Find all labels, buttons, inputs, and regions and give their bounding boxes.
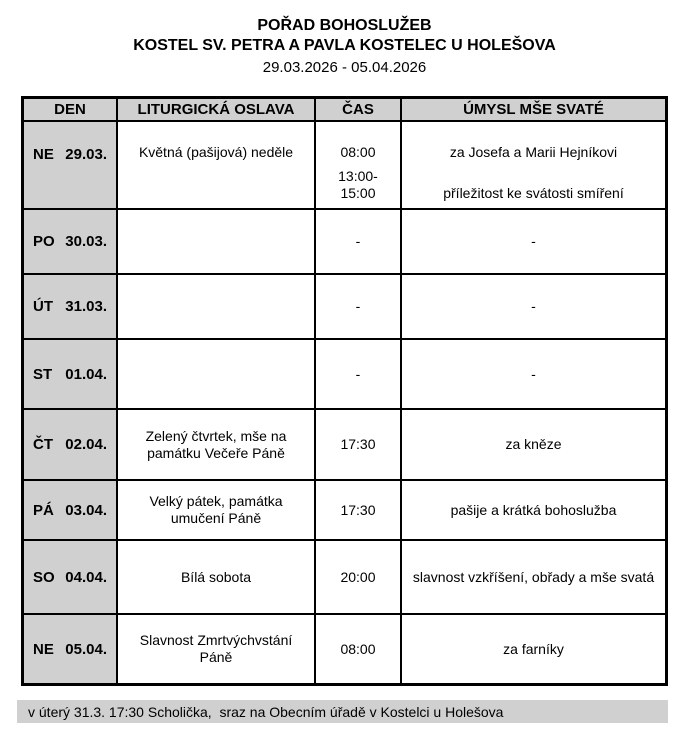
time-cell (316, 122, 402, 210)
day-cell (24, 481, 118, 541)
time-cell: 17:30 (316, 481, 402, 541)
intention-cell: pašije a krátká bohoslužba (402, 481, 665, 541)
schedule-table (21, 96, 668, 686)
header-time: ČAS (316, 99, 402, 122)
footer-note: v úterý 31.3. 17:30 Scholička, sraz na Obecním úřadě v Kostelci u Holešova (17, 700, 668, 723)
day-abbr: NE (33, 640, 54, 658)
intention-cell: za kněze (402, 410, 665, 481)
liturgy-cell (118, 122, 316, 210)
day-abbr: SO (33, 568, 55, 586)
intention-cell: - (402, 340, 665, 410)
header-day: DEN (24, 99, 118, 122)
time-cell: - (316, 275, 402, 340)
intention-cell (402, 122, 665, 210)
day-date: 02.04. (65, 436, 107, 453)
intention-cell: za farníky (503, 640, 564, 657)
table-row (24, 410, 665, 481)
liturgy-cell (118, 210, 316, 275)
table-row (24, 340, 665, 410)
time-text-2: 13:00-15:00 (338, 168, 378, 201)
liturgy-cell: Slavnost Zmrtvýchvstání Páně (118, 615, 316, 683)
header-intention: ÚMYSL MŠE SVATÉ (402, 99, 665, 122)
liturgy-text: Květná (pašijová) neděle (138, 144, 294, 160)
page-title: POŘAD BOHOSLUŽEB (257, 17, 432, 34)
church-name: KOSTEL SV. PETRA A PAVLA KOSTELEC U HOLEŠOVA (133, 37, 556, 54)
day-date: 29.03. (65, 146, 107, 163)
liturgy-cell: Bílá sobota (118, 541, 316, 615)
table-row (24, 275, 665, 340)
date-range: 29.03.2026 - 05.04.2026 (262, 59, 427, 76)
time-cell: 08:00 (316, 615, 402, 683)
time-text: 08:00 (340, 144, 376, 160)
day-cell (24, 122, 118, 210)
time-cell: - (316, 340, 402, 410)
time-cell: - (316, 210, 402, 275)
table-row (24, 541, 665, 615)
liturgy-cell (118, 275, 316, 340)
day-cell (24, 275, 118, 340)
title-block (0, 0, 689, 78)
intention-cell: slavnost vzkříšení, obřady a mše svatá (402, 541, 665, 615)
day-abbr: PO (33, 233, 55, 250)
header-liturgy: LITURGICKÁ OSLAVA (118, 99, 316, 122)
day-date: 04.04. (65, 568, 107, 586)
day-date: 31.03. (65, 298, 107, 315)
liturgy-cell: Velký pátek, památka umučení Páně (118, 481, 316, 541)
day-abbr: ČT (33, 436, 53, 453)
intention-text-2: příležitost ke svátosti smíření (443, 185, 624, 201)
table-row (24, 481, 665, 541)
liturgy-cell (118, 340, 316, 410)
liturgy-cell: Zelený čtvrtek, mše na památku Večeře Páně (118, 410, 316, 481)
day-date: 01.04. (65, 365, 107, 383)
day-date: 05.04. (65, 640, 107, 658)
day-date: 30.03. (65, 233, 107, 250)
day-cell (24, 340, 118, 410)
intention-cell: - (402, 275, 665, 340)
day-abbr: NE (33, 146, 54, 163)
table-header-row (24, 99, 665, 122)
day-date: 03.04. (65, 501, 107, 519)
day-abbr: PÁ (33, 501, 54, 519)
day-cell (24, 410, 118, 481)
day-abbr: ÚT (33, 298, 53, 315)
time-cell: 20:00 (316, 541, 402, 615)
intention-text: za Josefa a Marii Hejníkovi (449, 144, 618, 160)
day-cell (24, 210, 118, 275)
table-row (24, 122, 665, 210)
table-row (24, 210, 665, 275)
day-cell (24, 541, 118, 615)
time-cell: 17:30 (316, 410, 402, 481)
intention-cell: - (402, 210, 665, 275)
day-abbr: ST (33, 365, 53, 383)
day-cell (24, 615, 118, 683)
table-row (24, 615, 665, 683)
